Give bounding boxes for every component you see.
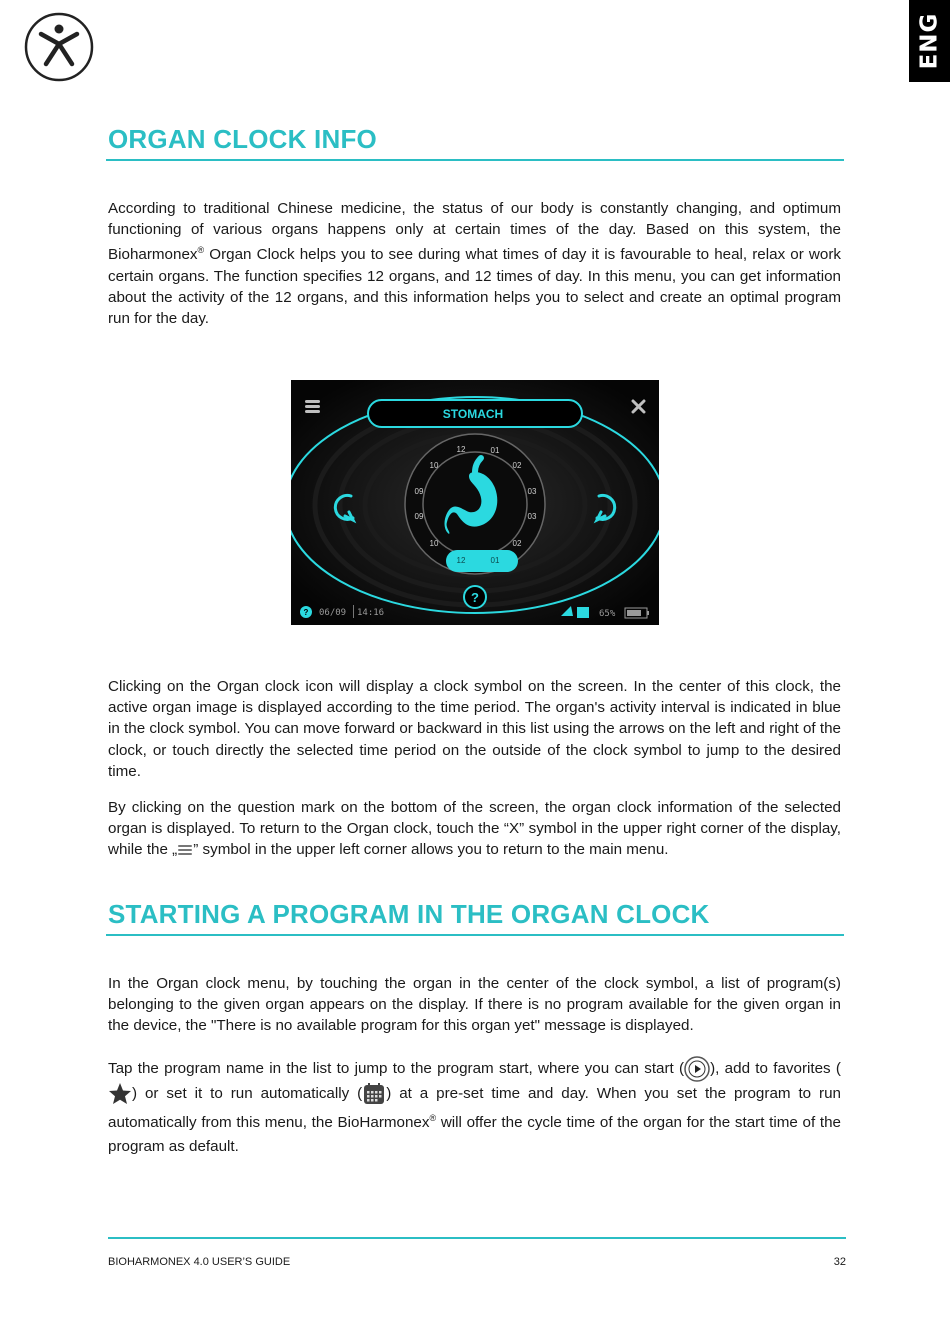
hamburger-menu-icon[interactable] bbox=[305, 400, 320, 413]
language-tab bbox=[909, 0, 950, 82]
hour-label[interactable]: 01 bbox=[490, 446, 500, 455]
status-time: 14:16 bbox=[357, 608, 385, 618]
section-divider bbox=[106, 934, 844, 936]
clock-description-paragraph: Clicking on the Organ clock icon will display a clock symbol on the screen. In the center of this clock, the active organ image is displayed according to the time period. The organ's activity interval is indicated in blue in the clock symbol. You can move forward or backward in this list using the arrows on the left and right of the clock, or touch directly the selected time period on the outside of the clock symbol to jump to the desired time. bbox=[108, 678, 841, 780]
organ-clock-screenshot bbox=[291, 380, 659, 625]
stick-figure-logo-icon bbox=[24, 12, 94, 82]
section-title-starting-program: STARTING A PROGRAM IN THE ORGAN CLOCK bbox=[108, 899, 710, 929]
hour-label[interactable]: 12 bbox=[456, 445, 466, 454]
hour-label[interactable]: 03 bbox=[527, 512, 537, 521]
status-date: 06/09 bbox=[319, 608, 347, 618]
svg-text:?: ? bbox=[303, 608, 309, 617]
hour-label[interactable]: 02 bbox=[512, 461, 522, 470]
page-number: 32 bbox=[833, 1256, 846, 1268]
language-label: ENG bbox=[916, 12, 943, 70]
question-icon[interactable] bbox=[464, 586, 486, 608]
program-list-paragraph: In the Organ clock menu, by touching the organ in the center of the clock symbol, a list of program(s) belonging to the given organ appears on the display. If there is no program available for the given organ in the device, the "There is no available program for this organ yet" message is displayed. bbox=[108, 975, 841, 1035]
hour-label[interactable]: 03 bbox=[527, 487, 537, 496]
hour-label[interactable]: 10 bbox=[429, 539, 439, 548]
signal-icon bbox=[577, 607, 589, 618]
hour-label[interactable]: 02 bbox=[512, 539, 522, 548]
svg-text:?: ? bbox=[471, 590, 479, 605]
status-help-icon bbox=[300, 606, 312, 618]
calendar-icon bbox=[362, 1082, 386, 1106]
section-divider bbox=[106, 159, 844, 161]
star-icon bbox=[108, 1082, 132, 1106]
intro-paragraph: According to traditional Chinese medicine, the status of our body is constantly changing, and optimum functioning of various organs happens only at certain times of the day. Based on this system, the Bioharmonex® Organ Clock helps you to see during what times of day it is favourable to heal, relax or work certain organs. The function specifies 12 organs, and 12 times of day. In this menu, you can get information about the activity of the 12 organs, and this information helps you to select and create an optimal program run for the day. bbox=[108, 200, 841, 328]
organ-title: STOMACH bbox=[442, 407, 504, 421]
hamburger-menu-icon bbox=[177, 843, 193, 857]
program-start-paragraph: Tap the program name in the list to jump to the program start, where you can start ( ), add to favorites () or set it to run automatically ( ) at a pre-set time and day. When you set the program to run automatically from this menu, the BioHarmonex® will offer the cycle time of the organ for the start time of the program as default. bbox=[108, 1056, 841, 1159]
help-description-paragraph: By clicking on the question mark on the bottom of the screen, the organ clock information of the selected organ is displayed. To return to the Organ clock, touch the “X” symbol in the upper right corner of the display, while the „ ” symbol in the upper left corner allows you to return to the main menu. bbox=[108, 799, 841, 859]
hour-label[interactable]: 10 bbox=[429, 461, 439, 470]
hour-label[interactable]: 09 bbox=[414, 512, 424, 521]
active-hour-label[interactable]: 12 bbox=[456, 556, 466, 565]
active-hour-label[interactable]: 01 bbox=[490, 556, 500, 565]
play-icon bbox=[684, 1056, 710, 1082]
hour-label[interactable]: 09 bbox=[414, 487, 424, 496]
battery-percent: 65% bbox=[599, 609, 616, 619]
footer-guide-title: BIOHARMONEX 4.0 USER’S GUIDE bbox=[108, 1256, 291, 1268]
section-title-organ-clock-info: ORGAN CLOCK INFO bbox=[108, 124, 377, 154]
footer-divider bbox=[108, 1237, 846, 1239]
